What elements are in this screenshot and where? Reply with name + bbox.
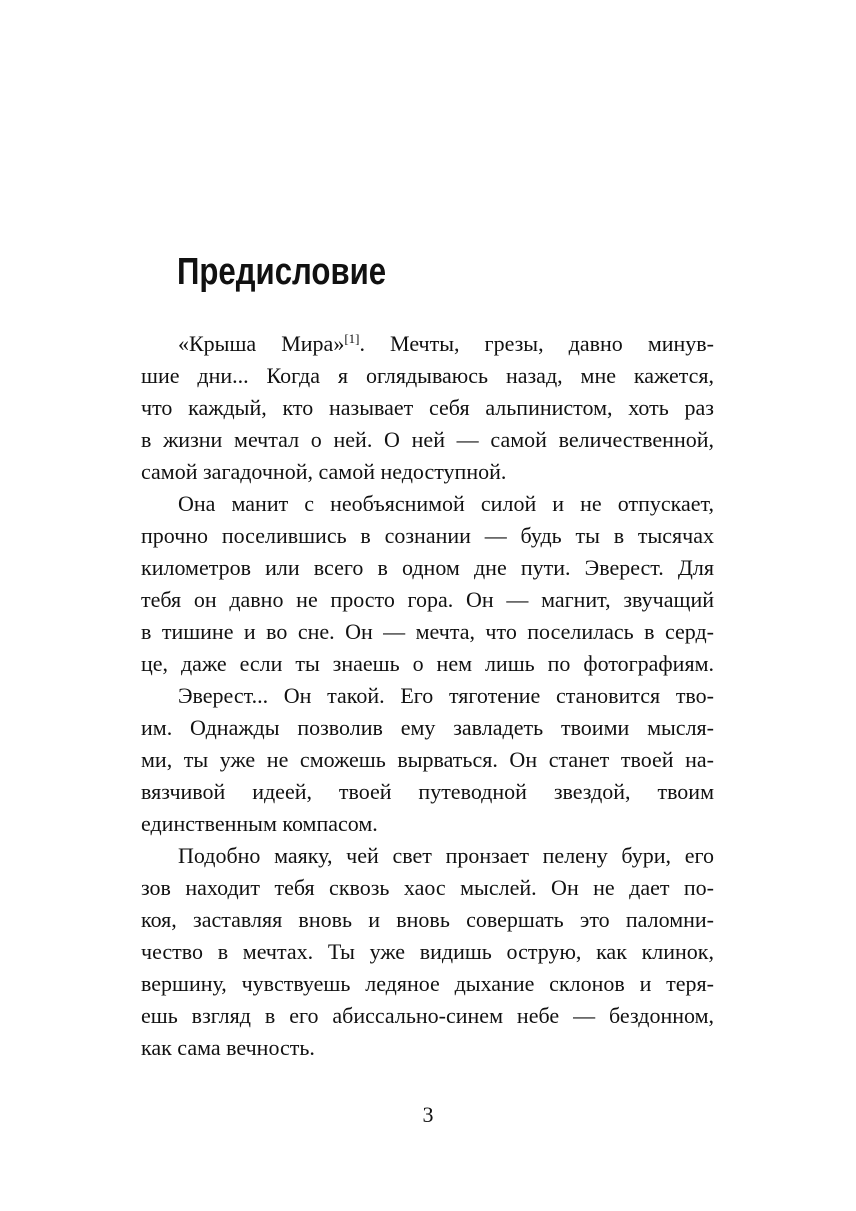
text-line: чество в мечтах. Ты уже видишь острую, как клинок,	[141, 939, 714, 964]
text-segment: . Мечты, грезы, давно минув-	[359, 331, 715, 356]
text-line: це, даже если ты знаешь о нем лишь по фотографиям.	[141, 651, 714, 676]
chapter-title: Предисловие	[177, 251, 387, 293]
text-line: зов находит тебя сквозь хаос мыслей. Он не дает по-	[141, 875, 714, 900]
text-line: единственным компасом.	[141, 811, 378, 836]
text-segment: «Крыша Мира»	[178, 331, 345, 356]
text-line: ешь взгляд в его абиссально-синем небе — бездонном,	[141, 1003, 714, 1028]
body-text	[141, 328, 714, 1064]
text-line: в жизни мечтал о ней. О ней — самой величественной,	[141, 427, 714, 452]
text-line: им. Однажды позволив ему завладеть твоими мысля-	[141, 715, 714, 740]
text-line: вязчивой идеей, твоей путеводной звездой, твоим	[141, 779, 714, 804]
text-line: Подобно маяку, чей свет пронзает пелену бури, его	[178, 843, 714, 868]
page-number: 3	[422, 1102, 434, 1127]
text-line: коя, заставляя вновь и вновь совершать это паломни-	[141, 907, 714, 932]
text-line: ми, ты уже не сможешь вырваться. Он станет твоей на-	[141, 747, 714, 772]
text-line: в тишине и во сне. Он — мечта, что поселилась в серд-	[141, 619, 714, 644]
text-line: тебя он давно не просто гора. Он — магнит, звучащий	[141, 587, 714, 612]
text-line: прочно поселившись в сознании — будь ты в тысячах	[141, 523, 714, 548]
text-line: Эверест... Он такой. Его тяготение становится тво-	[178, 683, 714, 708]
text-line: шие дни... Когда я оглядываюсь назад, мне кажется,	[141, 363, 714, 388]
text-line: самой загадочной, самой недоступной.	[141, 459, 507, 484]
text-line: Она манит с необъяснимой силой и не отпускает,	[178, 491, 714, 516]
text-line: как сама вечность.	[141, 1035, 315, 1060]
text-line: километров или всего в одном дне пути. Эверест. Для	[141, 555, 714, 580]
footnote-marker[interactable]: [1]	[344, 331, 360, 346]
text-line: вершину, чувствуешь ледяное дыхание склонов и теря-	[141, 971, 714, 996]
text-line	[141, 328, 714, 360]
text-line: что каждый, кто называет себя альпинистом, хоть раз	[141, 395, 714, 420]
